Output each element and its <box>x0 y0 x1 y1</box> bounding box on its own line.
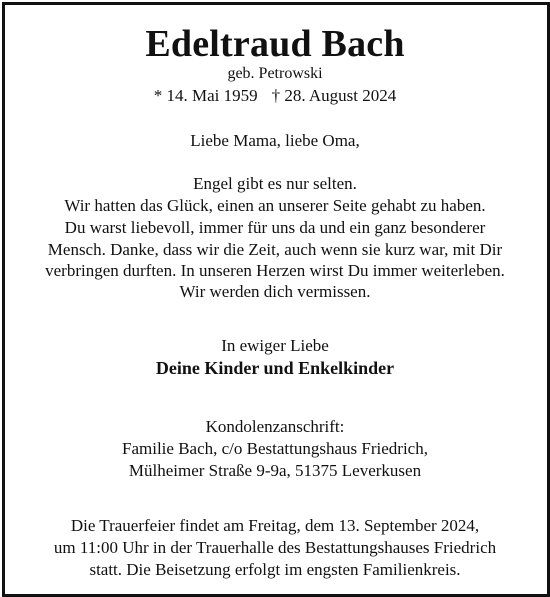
signature: Deine Kinder und Enkelkinder <box>155 358 395 378</box>
condolence-line: Kondolenzanschrift: <box>205 417 345 436</box>
deceased-name: Edeltraud Bach <box>145 23 405 65</box>
death-date: † 28. August 2024 <box>271 86 397 105</box>
condolence-line: Mülheimer Straße 9-9a, 51375 Leverkusen <box>128 461 422 480</box>
funeral-line: statt. Die Beisetzung erfolgt im engsten Familienkreis. <box>89 560 461 579</box>
message-line: Mensch. Danke, dass wir die Zeit, auch wenn sie kurz war, mit Dir <box>47 240 503 259</box>
funeral-line: um 11:00 Uhr in der Trauerhalle des Bestattungshauses Friedrich <box>53 538 497 557</box>
closing-phrase: In ewiger Liebe <box>221 336 329 355</box>
message-line: Engel gibt es nur selten. <box>193 174 357 193</box>
condolence-line: Familie Bach, c/o Bestattungshaus Friedrich, <box>122 439 428 458</box>
message-line: Du warst liebevoll, immer für uns da und ein ganz besonderer <box>64 218 486 237</box>
birth-date: * 14. Mai 1959 <box>153 86 258 105</box>
life-dates <box>0 85 550 107</box>
funeral-line: Die Trauerfeier findet am Freitag, dem 13. September 2024, <box>70 516 480 535</box>
maiden-name: geb. Petrowski <box>227 65 323 82</box>
message-line: Wir werden dich vermissen. <box>179 282 371 301</box>
message-line: verbringen durften. In unseren Herzen wirst Du immer weiterleben. <box>45 261 505 280</box>
message-line: Wir hatten das Glück, einen an unserer Seite gehabt zu haben. <box>64 196 486 215</box>
salutation: Liebe Mama, liebe Oma, <box>190 131 360 150</box>
